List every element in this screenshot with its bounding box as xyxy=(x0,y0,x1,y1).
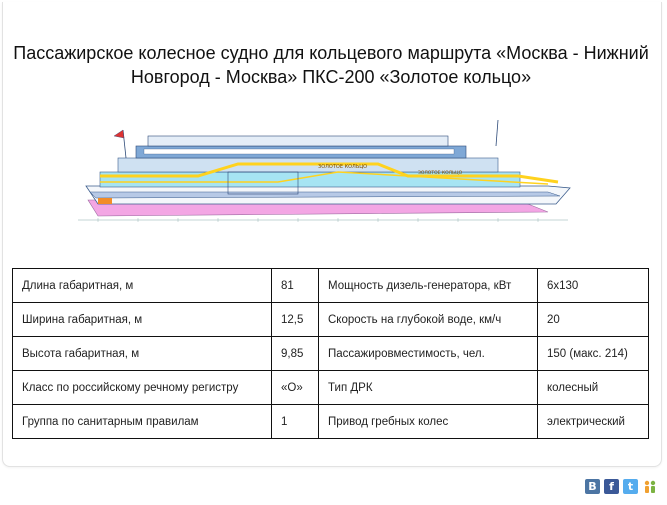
spec-label: Тип ДРК xyxy=(319,371,538,405)
spec-label: Высота габаритная, м xyxy=(13,337,272,371)
ship-side-label: ЗОЛОТОЕ КОЛЬЦО xyxy=(318,164,368,170)
spec-label: Группа по санитарным правилам xyxy=(13,405,272,439)
spec-label: Пассажировместимость, чел. xyxy=(319,337,538,371)
spec-label: Ширина габаритная, м xyxy=(13,303,272,337)
people-share-icon[interactable] xyxy=(642,479,658,495)
spec-value: 1 xyxy=(272,405,319,439)
specs-table xyxy=(12,268,649,439)
spec-value: электрический xyxy=(538,405,649,439)
facebook-icon[interactable]: f xyxy=(604,479,619,494)
ship-stern-label: ЗОЛОТОЕ КОЛЬЦО xyxy=(418,171,463,176)
spec-label: Длина габаритная, м xyxy=(13,269,272,303)
spec-value: 81 xyxy=(272,269,319,303)
spec-value: колесный xyxy=(538,371,649,405)
ship-drawing xyxy=(78,116,578,228)
spec-label: Привод гребных колес xyxy=(319,405,538,439)
table-row xyxy=(13,371,649,405)
spec-value: 20 xyxy=(538,303,649,337)
table-row xyxy=(13,337,649,371)
spec-value: «О» xyxy=(272,371,319,405)
spec-label: Класс по российскому речному регистру xyxy=(13,371,272,405)
social-share-bar xyxy=(585,479,658,495)
spec-value: 6х130 xyxy=(538,269,649,303)
twitter-icon[interactable]: t xyxy=(623,479,638,494)
page-title: Пассажирское колесное судно для кольцевого маршрута «Москва - Нижний Новгород - Москва» ПКС-200 «Золотое кольцо» xyxy=(13,43,649,87)
spec-label: Мощность дизель-генератора, кВт xyxy=(319,269,538,303)
spec-value: 9,85 xyxy=(272,337,319,371)
table-row xyxy=(13,405,649,439)
table-row xyxy=(13,269,649,303)
spec-value: 150 (макс. 214) xyxy=(538,337,649,371)
spec-label: Скорость на глубокой воде, км/ч xyxy=(319,303,538,337)
table-row xyxy=(13,303,649,337)
vk-icon[interactable]: B xyxy=(585,479,600,494)
spec-value: 12,5 xyxy=(272,303,319,337)
